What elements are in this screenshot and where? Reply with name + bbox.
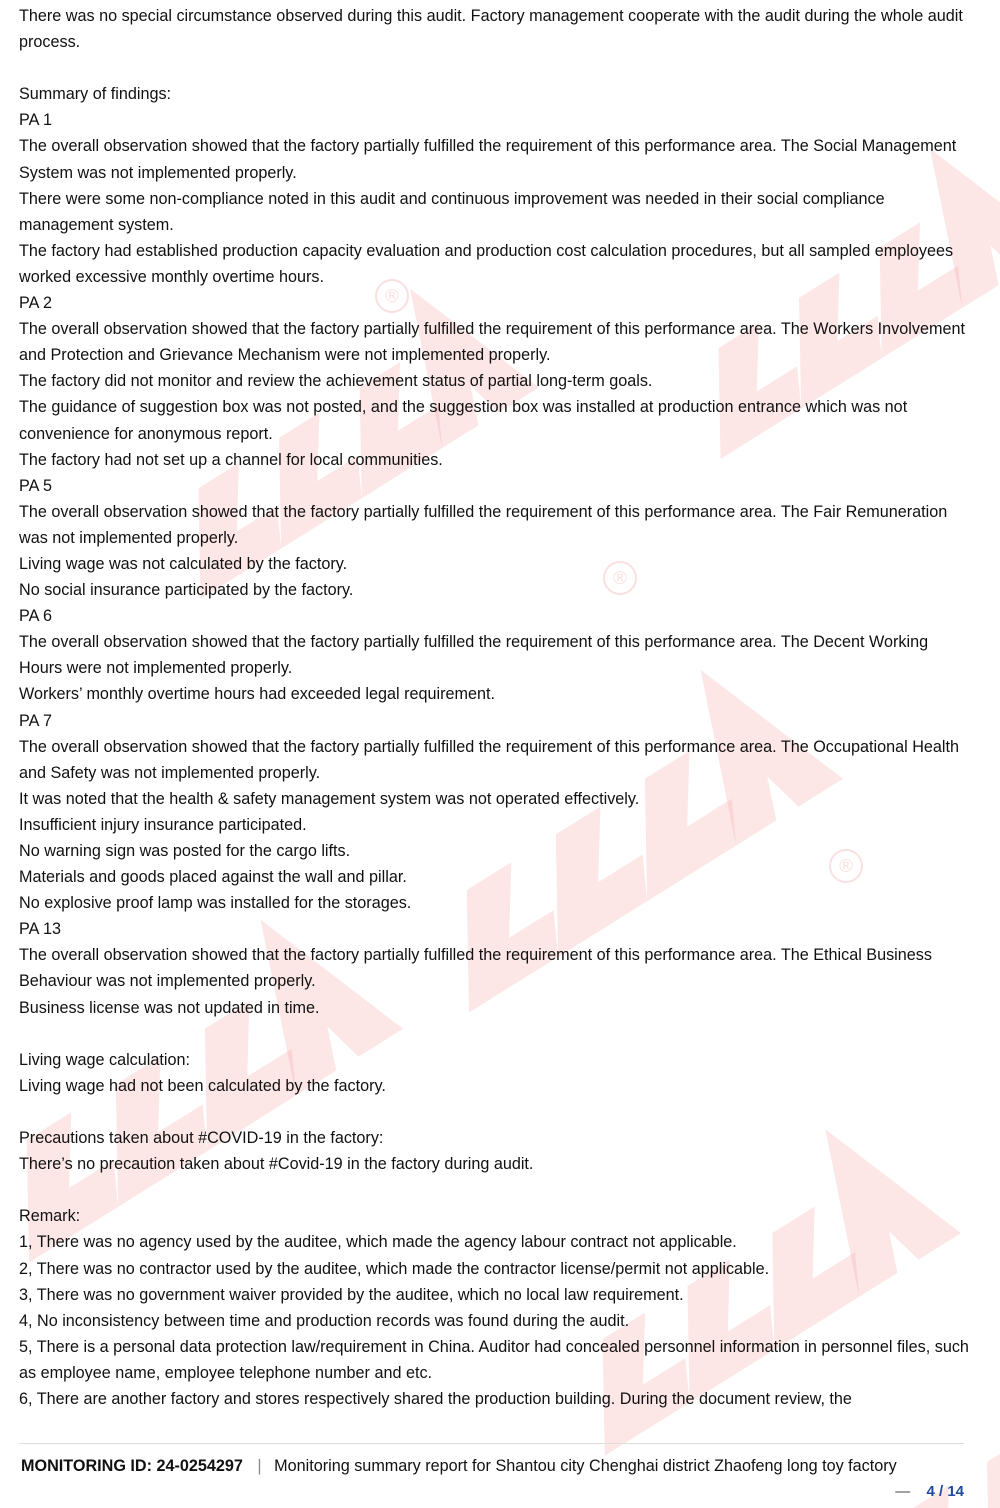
finding-pa-1 (19, 107, 969, 290)
paragraph-gap (19, 1099, 969, 1125)
finding-line: Workers’ monthly overtime hours had exceeded legal requirement. (19, 685, 495, 704)
remark-heading: Remark: (19, 1207, 81, 1226)
finding-line: The overall observation showed that the factory partially fulfilled the requirement of this performance area. The Social Management System was not implemented properly. (19, 137, 957, 182)
finding-area-label: PA 5 (19, 476, 52, 495)
monitoring-id-label: MONITORING ID: (21, 1457, 157, 1475)
finding-pa-5 (19, 473, 969, 603)
finding-pa-7 (19, 708, 969, 917)
finding-line: No social insurance participated by the factory. (19, 581, 354, 600)
remark-item: 4, No inconsistency between time and production records was found during the audit. (19, 1311, 630, 1330)
remark-item: 3, There was no government waiver provided by the auditee, which no local law requirement. (19, 1285, 684, 1304)
finding-area-label: PA 2 (19, 294, 52, 313)
finding-line: The overall observation showed that the factory partially fulfilled the requirement of this performance area. The Ethical Business Behaviour was not implemented properly. (19, 946, 932, 991)
finding-area-label: PA 13 (19, 920, 62, 939)
finding-line: No warning sign was posted for the cargo lifts. (19, 842, 351, 860)
finding-line: The factory did not monitor and review the achievement status of partial long-term goals. (19, 372, 653, 391)
page-dash: — (895, 1483, 911, 1500)
paragraph-gap (19, 1177, 969, 1203)
finding-pa-6 (19, 603, 969, 707)
finding-line: There were some non-compliance noted in this audit and continuous improvement was needed in their social compliance management system. (19, 189, 885, 234)
paragraph-gap (19, 1021, 969, 1047)
report-title: Monitoring summary report for Shantou city Chenghai district Zhaofeng long toy factory (274, 1457, 897, 1475)
finding-area-label: PA 6 (19, 607, 52, 626)
footer-separator: | (257, 1457, 262, 1475)
watermark-symbol: ® (837, 856, 855, 877)
finding-line: The overall observation showed that the factory partially fulfilled the requirement of this performance area. The Occupational Health and Safety was not implemented properly. (19, 737, 959, 782)
finding-line: Business license was not updated in time. (19, 998, 320, 1017)
covid-text: There’s no precaution taken about #Covid-19 in the factory during audit. (19, 1155, 534, 1174)
finding-line: The factory had established production capacity evaluation and production cost calculation procedures, but all sampled employees worked excessive monthly overtime hours. (19, 241, 954, 286)
finding-line: Living wage was not calculated by the factory. (19, 554, 348, 573)
finding-pa-2 (19, 290, 969, 473)
watermark-symbol: ® (611, 568, 629, 589)
finding-pa-13 (19, 916, 969, 1020)
covid-heading: Precautions taken about #COVID-19 in the factory: (19, 1129, 384, 1148)
finding-line: No explosive proof lamp was installed for the storages. (19, 894, 412, 913)
living-wage-heading: Living wage calculation: (19, 1050, 190, 1069)
special-circumstance-text: There was no special circumstance observed during this audit. Factory management cooperate with the audit during the whole audit process. (19, 7, 963, 52)
finding-line: The overall observation showed that the factory partially fulfilled the requirement of this performance area. The Fair Remuneration was not implemented properly. (19, 502, 948, 547)
page-footer (21, 1455, 964, 1477)
finding-line: The overall observation showed that the factory partially fulfilled the requirement of this performance area. The Workers Involvement and Protection and Grievance Mechanism were not implemented properly. (19, 320, 965, 365)
finding-line: The factory had not set up a channel for local communities. (19, 450, 443, 469)
page-indicator (895, 1481, 964, 1503)
living-wage-text: Living wage had not been calculated by the factory. (19, 1076, 386, 1095)
paragraph-gap (19, 55, 969, 81)
finding-line: The guidance of suggestion box was not posted, and the suggestion box was installed at production entrance which was not convenience for anonymous report. (19, 398, 908, 443)
remark-item: 2, There was no contractor used by the auditee, which made the contractor license/permit not applicable. (19, 1259, 770, 1278)
finding-line: The overall observation showed that the factory partially fulfilled the requirement of this performance area. The Decent Working Hours were not implemented properly. (19, 633, 929, 678)
watermark-symbol: ® (383, 286, 401, 307)
report-body (19, 3, 969, 1412)
remark-item: 1, There was no agency used by the auditee, which made the agency labour contract not applicable. (19, 1233, 737, 1252)
finding-area-label: PA 1 (19, 111, 52, 130)
monitoring-id-value: 24-0254297 (156, 1457, 243, 1475)
finding-line: It was noted that the health & safety management system was not operated effectively. (19, 789, 640, 808)
page-number: 4 / 14 (926, 1483, 964, 1500)
finding-line: Insufficient injury insurance participated. (19, 815, 307, 834)
summary-heading: Summary of findings: (19, 85, 172, 104)
finding-area-label: PA 7 (19, 711, 52, 730)
footer-divider (19, 1443, 964, 1444)
finding-line: Materials and goods placed against the wall and pillar. (19, 868, 407, 887)
remark-item: 6, There are another factory and stores respectively shared the production building. During the document review, the (19, 1389, 852, 1408)
remark-item: 5, There is a personal data protection law/requirement in China. Auditor had concealed personnel information in personnel files, such as employee name, employee telephone number and etc. (19, 1337, 969, 1382)
